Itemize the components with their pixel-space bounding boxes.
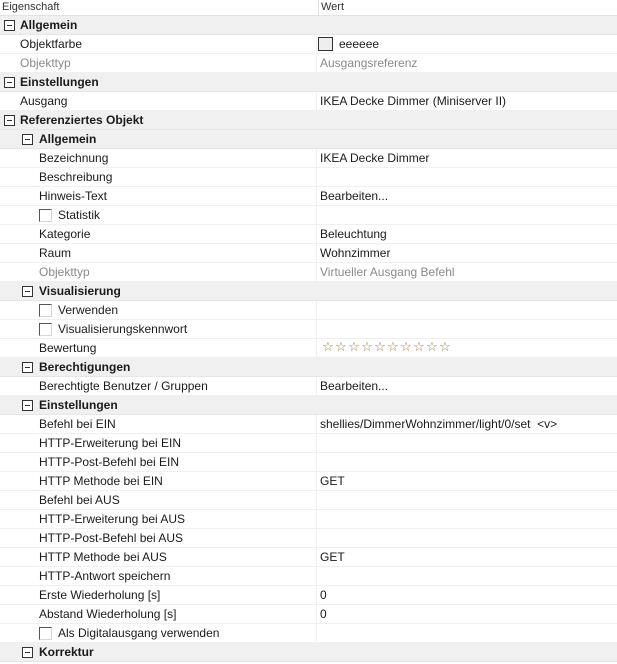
group-label: Einstellungen [39,398,118,412]
edit-link[interactable]: Bearbeiten... [320,379,389,393]
property-value: Ausgangsreferenz [320,56,418,70]
property-value[interactable]: Wohnzimmer [320,246,391,260]
property-value[interactable]: GET [320,474,345,488]
group-row-einstellungen[interactable] [0,73,617,92]
collapse-icon[interactable] [22,134,33,145]
property-value[interactable]: IKEA Decke Dimmer [320,151,430,165]
group-label: Referenziertes Objekt [20,113,144,127]
digitalausgang-checkbox[interactable] [39,627,52,640]
property-label: Objekttyp [20,56,71,70]
property-row-erste-wiederholung[interactable] [0,586,617,605]
property-label: Befehl bei AUS [39,493,120,507]
group-row-korrektur[interactable] [0,643,617,662]
property-row-objekttyp[interactable] [0,54,617,73]
star-icon[interactable]: ☆ [348,340,360,355]
star-icon[interactable]: ☆ [374,340,386,355]
property-row-http-erweiterung-aus[interactable] [0,510,617,529]
property-row-http-post-aus[interactable] [0,529,617,548]
collapse-icon[interactable] [22,400,33,411]
property-label: Erste Wiederholung [s] [39,588,161,602]
group-label: Allgemein [20,18,78,32]
group-row-allgemein[interactable] [0,16,617,35]
property-label: Bezeichnung [39,151,109,165]
property-row-http-erweiterung-ein[interactable] [0,434,617,453]
property-row-visualisierungskennwort[interactable] [0,320,617,339]
group-row-ref-einstellungen[interactable] [0,396,617,415]
property-row-abstand-wiederholung[interactable] [0,605,617,624]
collapse-icon[interactable] [4,115,15,126]
property-row-digitalausgang[interactable] [0,624,617,643]
column-header-property[interactable]: Eigenschaft [2,1,60,13]
group-row-referenziertes-objekt[interactable] [0,111,617,130]
property-row-befehl-aus[interactable] [0,491,617,510]
verwenden-checkbox[interactable] [39,304,52,317]
property-label: HTTP Methode bei AUS [39,550,167,564]
grid-rows [0,16,617,662]
group-label: Einstellungen [20,75,99,89]
property-value[interactable]: Beleuchtung [320,227,387,241]
collapse-icon[interactable] [22,362,33,373]
collapse-icon[interactable] [22,286,33,297]
collapse-icon[interactable] [22,647,33,658]
property-value[interactable]: eeeeee [339,37,380,51]
property-row-befehl-ein[interactable] [0,415,617,434]
property-value[interactable]: IKEA Decke Dimmer (Miniserver II) [320,94,507,108]
property-value[interactable]: 0 [320,607,327,621]
property-label: Kategorie [39,227,91,241]
property-label: HTTP-Antwort speichern [39,569,171,583]
property-row-ref-objekttyp[interactable] [0,263,617,282]
star-icon[interactable]: ☆ [439,340,451,355]
property-label: HTTP Methode bei EIN [39,474,163,488]
property-row-http-antwort[interactable] [0,567,617,586]
property-label: HTTP-Erweiterung bei AUS [39,512,186,526]
star-icon[interactable]: ☆ [400,340,412,355]
color-swatch[interactable] [318,37,333,51]
star-icon[interactable]: ☆ [335,340,347,355]
property-label: Ausgang [20,94,68,108]
property-label: Als Digitalausgang verwenden [58,626,220,640]
statistik-checkbox[interactable] [39,209,52,222]
property-row-verwenden[interactable] [0,301,617,320]
property-label: Statistik [58,208,101,222]
grid-header [0,0,617,16]
property-row-hinweis-text[interactable] [0,187,617,206]
group-row-visualisierung[interactable] [0,282,617,301]
property-label: Verwenden [58,303,119,317]
group-row-berechtigungen[interactable] [0,358,617,377]
property-row-berechtigte[interactable] [0,377,617,396]
property-label: HTTP-Erweiterung bei EIN [39,436,182,450]
group-label: Visualisierung [39,284,121,298]
property-label: Berechtigte Benutzer / Gruppen [39,379,208,393]
group-label: Allgemein [39,132,97,146]
property-row-kategorie[interactable] [0,225,617,244]
property-label: HTTP-Post-Befehl bei AUS [39,531,184,545]
property-row-ausgang[interactable] [0,92,617,111]
edit-link[interactable]: Bearbeiten... [320,189,389,203]
property-row-objektfarbe[interactable] [0,35,617,54]
property-label: Beschreibung [39,170,113,184]
property-label: Raum [39,246,72,260]
star-icon[interactable]: ☆ [361,340,373,355]
property-label: Befehl bei EIN [39,417,116,431]
group-label: Berechtigungen [39,360,131,374]
property-row-raum[interactable] [0,244,617,263]
star-icon[interactable]: ☆ [413,340,425,355]
property-label: Objekttyp [39,265,90,279]
property-row-bezeichnung[interactable] [0,149,617,168]
property-value[interactable]: shellies/DimmerWohnzimmer/light/0/set <v> [320,417,558,431]
property-label: Hinweis-Text [39,189,108,203]
property-label: Abstand Wiederholung [s] [39,607,177,621]
column-header-value[interactable]: Wert [318,0,344,16]
star-icon[interactable]: ☆ [322,340,334,355]
property-row-http-methode-ein[interactable] [0,472,617,491]
star-icon[interactable]: ☆ [387,340,399,355]
property-row-statistik[interactable] [0,206,617,225]
collapse-icon[interactable] [4,20,15,31]
property-row-bewertung[interactable] [0,339,617,358]
visualisierungskennwort-checkbox[interactable] [39,323,52,336]
property-label: Objektfarbe [20,37,83,51]
group-row-ref-allgemein[interactable] [0,130,617,149]
property-label: Visualisierungskennwort [58,322,188,336]
property-label: HTTP-Post-Befehl bei EIN [39,455,180,469]
rating-stars[interactable] [322,340,451,356]
property-row-http-methode-aus[interactable] [0,548,617,567]
property-value[interactable]: GET [320,550,345,564]
collapse-icon[interactable] [4,77,15,88]
property-value[interactable]: 0 [320,588,327,602]
group-label: Korrektur [39,645,94,659]
property-row-http-post-ein[interactable] [0,453,617,472]
property-row-beschreibung[interactable] [0,168,617,187]
star-icon[interactable]: ☆ [426,340,438,355]
property-label: Bewertung [39,341,97,355]
property-value: Virtueller Ausgang Befehl [320,265,455,279]
